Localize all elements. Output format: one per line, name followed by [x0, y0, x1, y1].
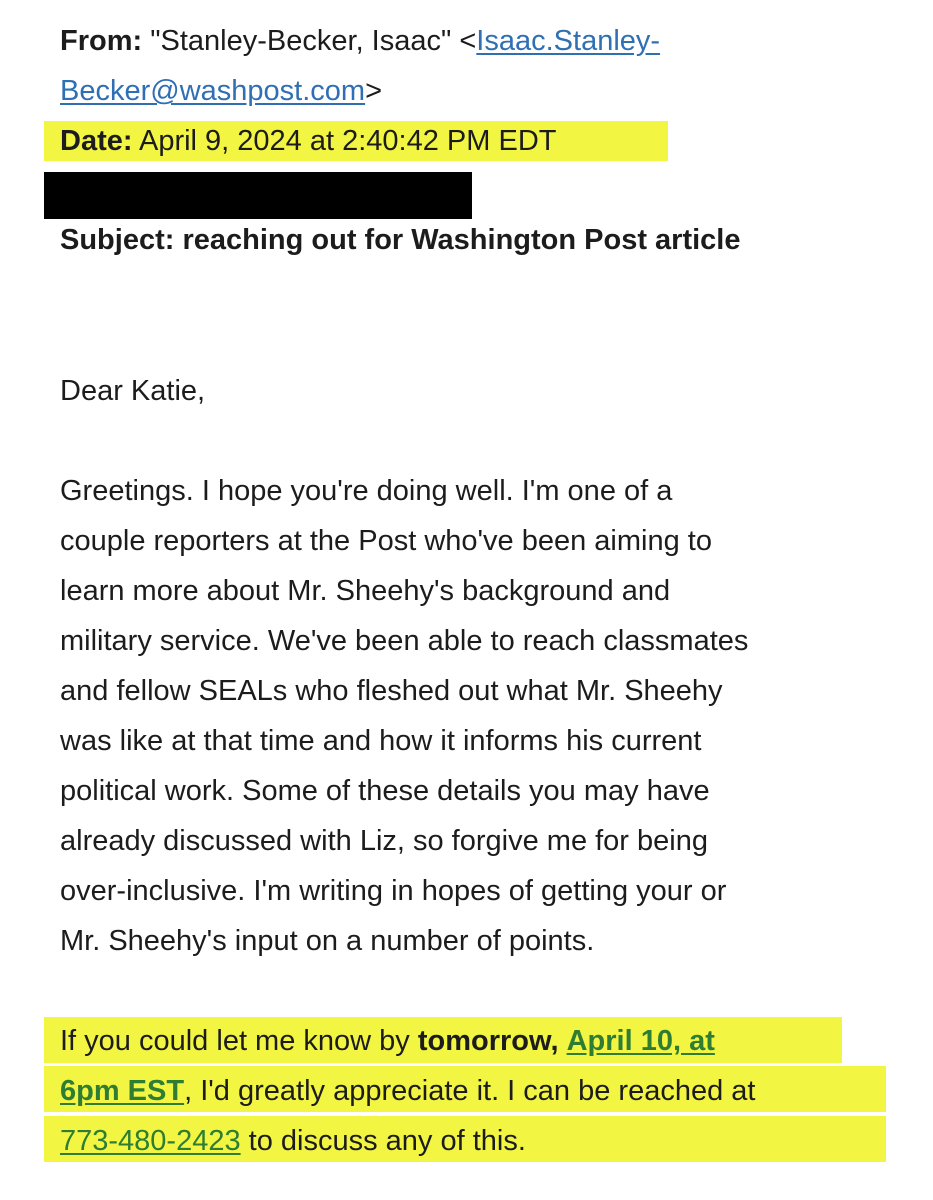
paragraph-line: couple reporters at the Post who've been aiming to [60, 525, 712, 557]
subject-line [60, 216, 741, 264]
subject-label: Subject: [60, 224, 175, 256]
paragraph-line: learn more about Mr. Sheehy's background and [60, 575, 671, 607]
deadline-line-2 [60, 1066, 900, 1116]
redaction-bar [44, 172, 472, 219]
paragraph-line: military service. We've been able to reach classmates [60, 625, 749, 657]
deadline-date-link-part2[interactable]: 6pm EST [60, 1075, 185, 1107]
deadline-appreciate: , I'd greatly appreciate it. I can be reached at [184, 1075, 756, 1107]
body-paragraph-1 [60, 466, 900, 966]
greeting [60, 366, 900, 416]
date-line [60, 117, 556, 165]
greeting-text: Dear Katie, [60, 375, 206, 407]
paragraph-line: already discussed with Liz, so forgive me for being [60, 825, 708, 857]
paragraph-line: Mr. Sheehy's input on a number of points. [60, 925, 595, 957]
deadline-intro: If you could let me know by [60, 1025, 418, 1057]
from-email-link-part2[interactable]: Becker@washpost.com [60, 75, 366, 107]
email-close-bracket: > [365, 75, 382, 107]
deadline-line-3 [60, 1116, 900, 1166]
from-label: From: [60, 25, 143, 57]
from-line [60, 17, 660, 65]
email-open-bracket: < [459, 25, 477, 57]
date-label: Date: [60, 125, 133, 157]
paragraph-line: Greetings. I hope you're doing well. I'm one of a [60, 475, 673, 507]
phone-number-link[interactable]: 773-480-2423 [60, 1125, 241, 1157]
subject-value: reaching out for Washington Post article [182, 224, 741, 256]
deadline-line-1 [60, 1016, 900, 1066]
body-paragraph-2 [60, 1016, 900, 1166]
deadline-date-link-part1[interactable]: April 10, at [566, 1025, 715, 1057]
deadline-tomorrow: tomorrow, [417, 1025, 559, 1057]
from-email-link-part1[interactable]: Isaac.Stanley- [476, 25, 661, 57]
date-value: April 9, 2024 at 2:40:42 PM EDT [138, 125, 557, 157]
from-name: "Stanley-Becker, Isaac" [150, 25, 452, 57]
from-line-cont [60, 67, 382, 115]
paragraph-line: was like at that time and how it informs his current [60, 725, 702, 757]
paragraph-line: and fellow SEALs who fleshed out what Mr. Sheehy [60, 675, 723, 707]
paragraph-line: political work. Some of these details you may have [60, 775, 710, 807]
deadline-discuss: to discuss any of this. [240, 1125, 526, 1157]
paragraph-line: over-inclusive. I'm writing in hopes of getting your or [60, 875, 727, 907]
